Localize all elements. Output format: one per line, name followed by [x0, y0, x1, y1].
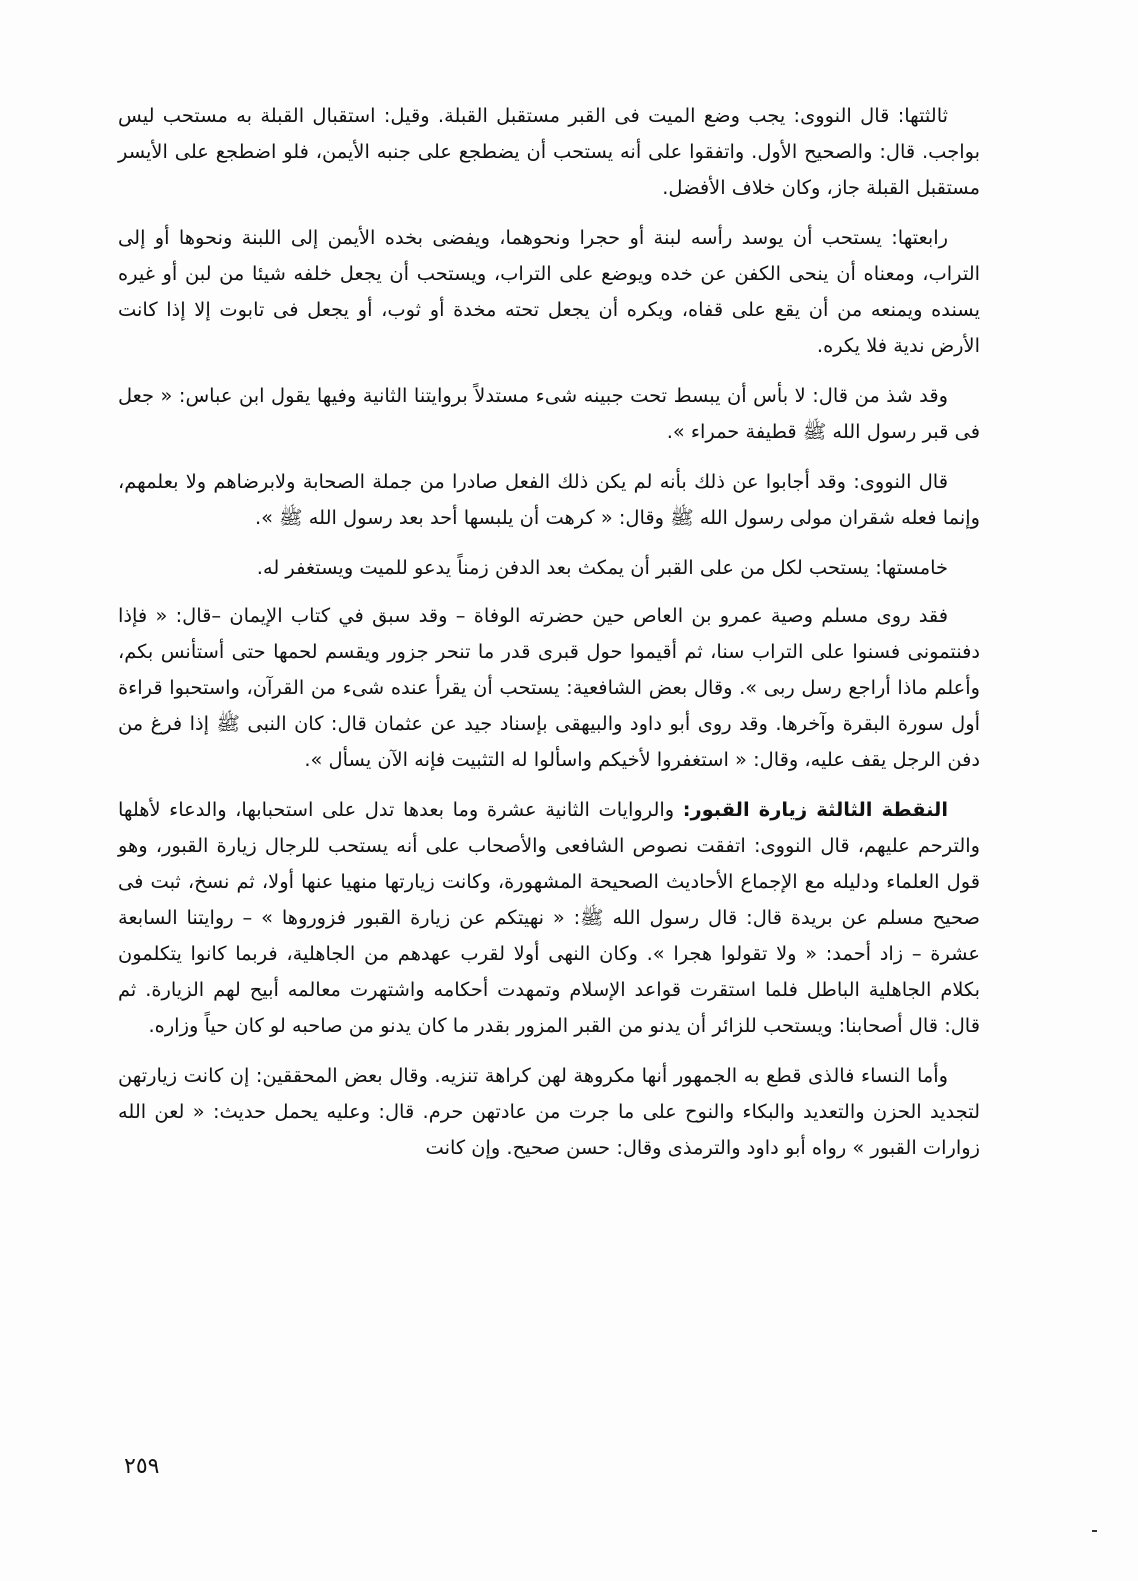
scan-speck — [1092, 1530, 1097, 1532]
paragraph-text: ثالثتها: قال النووى: يجب وضع الميت فى القبر مستقبل القبلة. وقيل: استقبال القبلة به مستحب ليس بواجب. قال: والصحيح الأول. واتفقوا على أنه يستحب أن يضطجع على جنبه الأيمن، فلو اضطجع على الأيسر مستقبل القبلة جاز، وكان خلاف الأفضل. — [118, 104, 980, 199]
paragraph-fifth-point — [118, 550, 980, 586]
paragraph-text: خامستها: يستحب لكل من على القبر أن يمكث بعد الدفن زمناً يدعو للميت ويستغفر له. — [256, 556, 948, 579]
paragraph-text: قال النووى: وقد أجابوا عن ذلك بأنه لم يكن ذلك الفعل صادرا من جملة الصحابة ولابرضاهم ولا بعلمهم، وإنما فعله شقران مولى رسول الله ﷺ وقال: « كرهت أن يلبسها أحد بعد رسول الله ﷺ ». — [118, 470, 980, 529]
paragraph-fourth-point — [118, 220, 980, 364]
paragraph-text: وقد شذ من قال: لا بأس أن يبسط تحت جبينه شىء مستدلاً بروايتنا الثانية وفيها يقول ابن عباس: « جعل فى قبر رسول الله ﷺ قطيفة حمراء ». — [118, 384, 980, 443]
paragraph-amr-will — [118, 598, 980, 778]
paragraph-nawawi-reply — [118, 464, 980, 536]
section-heading: النقطة الثالثة زيارة القبور: — [682, 798, 948, 821]
paragraph-text: والروايات الثانية عشرة وما بعدها تدل على استحبابها، والدعاء لأهلها والترحم عليهم، قال النووى: اتفقت نصوص الشافعى والأصحاب على أنه يستحب للرجال زيارة القبور، وهو قول العلماء ودليله مع الإجماع الأحاديث الصحيحة المشهورة، وكانت زيارتها منهيا عنها أولا، ثم نسخ، ثبت فى صحيح مسلم عن بريدة قال: قال رسول الله ﷺ: « نهيتكم عن زيارة القبور فزوروها » – روايتنا السابعة عشرة – زاد أحمد: « ولا تقولوا هجرا ». وكان النهى أولا لقرب عهدهم من الجاهلية، فربما كانوا يتكلمون بكلام الجاهلية الباطل فلما استقرت قواعد الإسلام وتمهدت أحكامه واشتهرت معالمه أبيح لهم الزيارة. ثم قال: قال أصحابنا: ويستحب للزائر أن يدنو من القبر المزور بقدر ما كان يدنو من صاحبه لو كان حياً وزاره. — [118, 798, 980, 1037]
paragraph-text: رابعتها: يستحب أن يوسد رأسه لبنة أو حجرا ونحوهما، ويفضى بخده الأيمن إلى اللبنة ونحوها أو إلى التراب، ومعناه أن ينحى الكفن عن خده ويوضع على التراب، ويستحب أن يجعل خلفه شيئا من لبن أو غيره يسنده ويمنعه من أن يقع على قفاه، ويكره أن يجعل تحته مخدة أو ثوب، أو يجعل فى تابوت إلا إذا كانت الأرض ندية فلا يكره. — [118, 226, 980, 357]
paragraph-third-point — [118, 98, 980, 206]
paragraph-women-visits — [118, 1058, 980, 1166]
paragraph-text: وأما النساء فالذى قطع به الجمهور أنها مكروهة لهن كراهة تنزيه. وقال بعض المحققين: إن كانت زيارتهن لتجديد الحزن والتعديد والبكاء والنوح على ما جرت من عادتهن حرم. قال: وعليه يحمل حديث: « لعن الله زوارات القبور » رواه أبو داود والترمذى وقال: حسن صحيح. وإن كانت — [118, 1064, 980, 1159]
paragraph-text: فقد روى مسلم وصية عمرو بن العاص حين حضرته الوفاة – وقد سبق في كتاب الإيمان –قال: « فإذا دفنتمونى فسنوا على التراب سنا، ثم أقيموا حول قبرى قدر ما تنحر جزور ويقسم لحمها حتى أستأنس بكم، وأعلم ماذا أراجع رسل ربى ». وقال بعض الشافعية: يستحب أن يقرأ عنده شىء من القرآن، واستحبوا قراءة أول سورة البقرة وآخرها. وقد روى أبو داود والبيهقى بإسناد جيد عن عثمان قال: كان النبى ﷺ إذا فرغ من دفن الرجل يقف عليه، وقال: « استغفروا لأخيكم واسألوا له التثبيت فإنه الآن يسأل ». — [118, 604, 980, 771]
paragraph-ibn-abbas — [118, 378, 980, 450]
paragraph-visiting-graves — [118, 792, 980, 1044]
body-text — [118, 98, 980, 1180]
page-number: ٢٥٩ — [124, 1454, 160, 1479]
